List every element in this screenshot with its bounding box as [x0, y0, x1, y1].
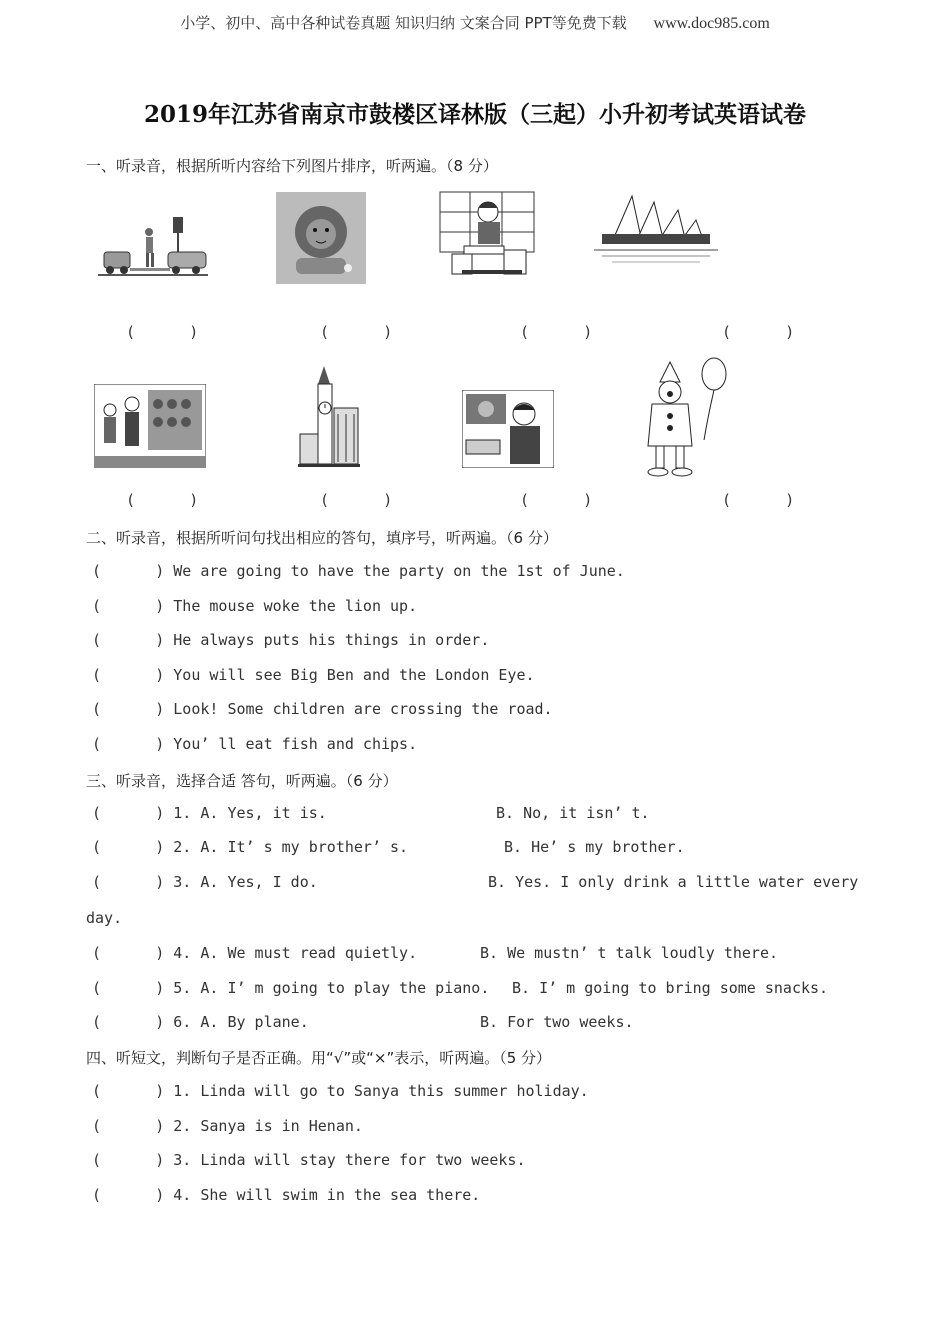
blank-4[interactable]: ( )	[722, 323, 795, 341]
family-shopping-icon	[94, 384, 206, 468]
opera-house-icon	[592, 186, 720, 266]
blank-7[interactable]: ( )	[520, 491, 593, 509]
clown-balloon-icon	[644, 356, 732, 478]
part3-item-1-b: B. No, it isn’ t.	[496, 804, 650, 822]
street-crossing-icon	[98, 212, 208, 280]
part3-item-4-b: B. We mustn’ t talk loudly there.	[480, 944, 779, 962]
boy-brushing-icon	[462, 390, 554, 468]
big-ben-icon	[294, 364, 366, 468]
part2-item-6: ( ) You’ ll eat fish and chips.	[92, 735, 418, 753]
header-text: 小学、初中、高中各种试卷真题 知识归纳 文案合同 PPT等免费下载	[180, 14, 627, 32]
part1-heading: 一、听录音，根据所听内容给下列图片排序，听两遍。（8 分）	[86, 157, 498, 175]
part3-item-3-wrap: day.	[86, 909, 123, 927]
blank-3[interactable]: ( )	[520, 323, 593, 341]
blank-2[interactable]: ( )	[320, 323, 393, 341]
part3-heading: 三、听录音，选择合适 答句，听两遍。（6 分）	[86, 772, 398, 790]
part2-item-1: ( ) We are going to have the party on the 1st of June.	[92, 562, 625, 580]
part4-item-3: ( ) 3. Linda will stay there for two weeks.	[92, 1151, 526, 1169]
blank-6[interactable]: ( )	[320, 491, 393, 509]
part2-heading: 二、听录音，根据所听问句找出相应的答句，填序号，听两遍。（6 分）	[86, 529, 558, 547]
part3-item-2-b: B. He’ s my brother.	[504, 838, 685, 856]
part3-item-4-a: ( ) 4. A. We must read quietly.	[92, 944, 418, 962]
lion-icon	[276, 192, 366, 284]
part3-item-3-a: ( ) 3. A. Yes, I do.	[92, 873, 318, 891]
part3-item-5-a: ( ) 5. A. I’ m going to play the piano.	[92, 979, 490, 997]
blank-1[interactable]: ( )	[126, 323, 199, 341]
part3-item-1-a: ( ) 1. A. Yes, it is.	[92, 804, 327, 822]
part2-item-4: ( ) You will see Big Ben and the London Eye.	[92, 666, 535, 684]
part2-item-2: ( ) The mouse woke the lion up.	[92, 597, 418, 615]
blank-5[interactable]: ( )	[126, 491, 199, 509]
part4-item-1: ( ) 1. Linda will go to Sanya this summer holiday.	[92, 1082, 589, 1100]
part3-item-6-a: ( ) 6. A. By plane.	[92, 1013, 309, 1031]
part4-item-4: ( ) 4. She will swim in the sea there.	[92, 1186, 481, 1204]
part2-item-3: ( ) He always puts his things in order.	[92, 631, 490, 649]
page-title: 2019年江苏省南京市鼓楼区译林版（三起）小升初考试英语试卷	[143, 101, 806, 128]
page-header	[0, 12, 950, 33]
part3-item-6-b: B. For two weeks.	[480, 1013, 634, 1031]
part3-item-3-b: B. Yes. I only drink a little water every	[488, 873, 859, 891]
part3-item-5-b: B. I’ m going to bring some snacks.	[512, 979, 829, 997]
blank-8[interactable]: ( )	[722, 491, 795, 509]
part4-item-2: ( ) 2. Sanya is in Henan.	[92, 1117, 363, 1135]
part3-item-2-a: ( ) 2. A. It’ s my brother’ s.	[92, 838, 409, 856]
part4-heading: 四、听短文，判断句子是否正确。用“√”或“×”表示，听两遍。（5 分）	[86, 1049, 552, 1067]
tidy-boy-icon	[438, 190, 536, 282]
part2-item-5: ( ) Look! Some children are crossing the road.	[92, 700, 553, 718]
header-site[interactable]: www.doc985.com	[653, 15, 770, 32]
